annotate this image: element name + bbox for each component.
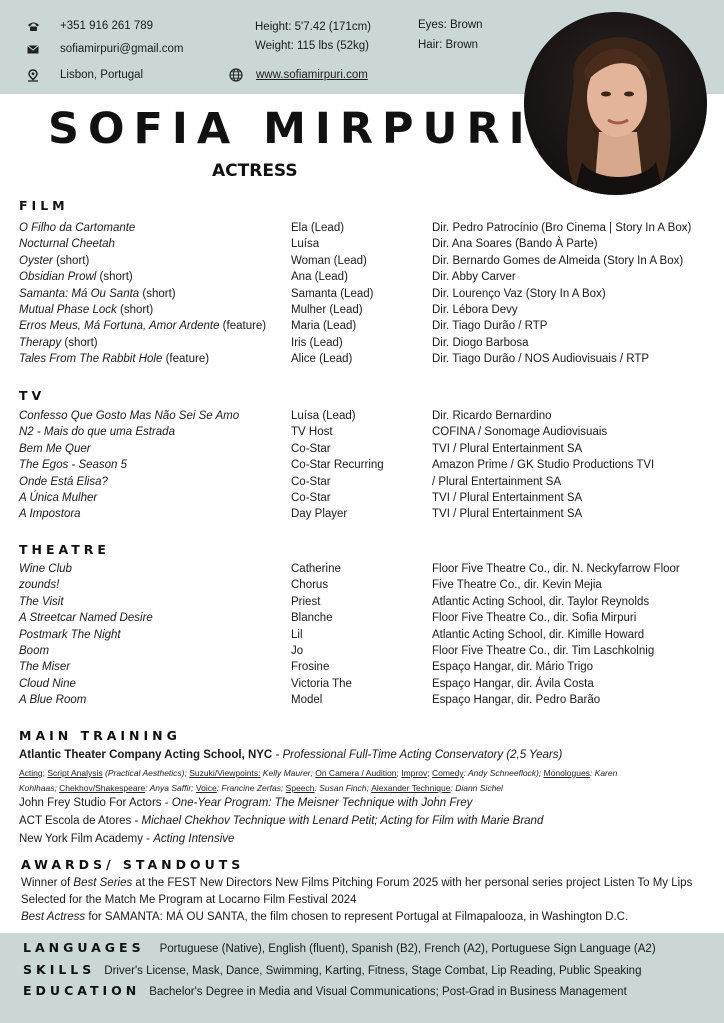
detail-improv: Improv xyxy=(401,768,428,778)
credit-production: Dir. Ana Soares (Bando À Parte) xyxy=(432,238,598,251)
contact-email xyxy=(25,42,184,56)
detail-sichel: : Diann Sichel xyxy=(450,783,503,793)
detail-karen: : Karen xyxy=(589,768,618,778)
training-atlantic xyxy=(19,749,562,761)
credit-production: Espaço Hangar, dir. Pedro Barão xyxy=(432,694,601,707)
credit-production: Espaço Hangar, dir. Ávila Costa xyxy=(432,677,594,690)
credit-title xyxy=(19,627,121,643)
credit-role: Co-Star Recurring xyxy=(291,459,384,472)
detail-saffir: : Anya Saffir; xyxy=(145,783,196,793)
credit-production: Five Theatre Co., dir. Kevin Mejia xyxy=(432,579,602,592)
detail-comedy: Comedy xyxy=(431,768,464,778)
credit-title-text: Samanta: Má Ou Santa xyxy=(19,287,140,300)
award-1-em: Best Series xyxy=(73,877,133,889)
detail-speech: Speech xyxy=(285,783,315,793)
credit-role: Jo xyxy=(291,645,304,657)
credit-title-text: O Filho da Cartomante xyxy=(19,222,136,234)
credit-production: Dir. Tiago Durão / NOS Audiovisuais / RTP xyxy=(432,353,650,366)
languages-value: Portuguese (Native), English (fluent), Spanish (B2), French (A2), Portuguese Sign Language (A2) xyxy=(159,943,656,955)
location-pin-icon xyxy=(25,68,41,82)
credit-title xyxy=(19,457,127,473)
credit-production: Floor Five Theatre Co., dir. N. Neckyfarrow Floor xyxy=(432,563,680,575)
credit-title xyxy=(19,643,49,659)
atlantic-sep: - xyxy=(272,749,283,761)
envelope-icon xyxy=(25,42,41,56)
credit-production: Floor Five Theatre Co., dir. Tim Laschkolnig xyxy=(432,645,655,657)
credit-title-text: The Egos - Season 5 xyxy=(19,459,128,472)
languages-label: LANGUAGES xyxy=(23,940,145,955)
credit-title xyxy=(19,561,72,577)
page-title: SOFIA MIRPURI xyxy=(48,104,534,154)
location-text: Lisbon, Portugal xyxy=(60,69,144,81)
credit-role: Catherine xyxy=(291,563,341,575)
credit-title xyxy=(19,441,91,457)
credit-title xyxy=(19,676,76,692)
contact-website[interactable] xyxy=(228,68,368,82)
credit-title-text: A Streetcar Named Desire xyxy=(19,612,153,625)
page-subtitle: ACTRESS xyxy=(212,161,298,181)
credit-title-text: Bem Me Quer xyxy=(19,442,91,455)
detail-zerfas: : Francine Zerfas; xyxy=(216,783,286,793)
credit-title-text: Oyster xyxy=(19,254,53,267)
credit-title xyxy=(19,351,209,367)
nyfa-program: Acting Intensive xyxy=(153,833,235,845)
atlantic-school: Atlantic Theater Company Acting School, NYC xyxy=(19,749,273,761)
skills-row xyxy=(23,962,641,977)
detail-suzuki: Suzuki/Viewpoints: xyxy=(189,768,261,778)
atlantic-details-2 xyxy=(19,783,503,793)
credit-production: Amazon Prime / GK Studio Productions TVI xyxy=(432,459,655,472)
credit-title xyxy=(19,424,175,440)
credit-role: Frosine xyxy=(291,661,330,674)
credit-title-text: Onde Está Elisa? xyxy=(19,475,108,488)
skills-value: Driver's License, Mask, Dance, Swimming, Karting, Fitness, Stage Combat, Lip Reading, Public Speaking xyxy=(104,965,642,977)
section-title-tv: TV xyxy=(19,388,46,403)
detail-sep: ; xyxy=(42,768,48,778)
credit-title-text: Boom xyxy=(19,645,50,657)
award-1-pre: Winner of xyxy=(21,877,74,889)
credit-role: TV Host xyxy=(291,426,333,439)
languages-row xyxy=(23,940,656,955)
detail-monologues: Monologues xyxy=(543,768,590,778)
credit-role: Co-Star xyxy=(291,475,331,488)
credit-role: Day Player xyxy=(291,508,348,521)
atlantic-program: Professional Full-Time Acting Conservatory (2,5 Years) xyxy=(282,749,563,761)
credit-format-note: (short) xyxy=(96,271,133,284)
credit-production: Atlantic Acting School, dir. Taylor Reynolds xyxy=(432,595,650,608)
detail-finch: : Susan Finch; xyxy=(314,783,372,793)
credit-role: Luísa (Lead) xyxy=(291,410,356,422)
credit-title xyxy=(19,302,153,318)
credit-production: Dir. Pedro Patrocínio (Bro Cinema | Story In A Box) xyxy=(432,222,692,234)
credit-role: Blanche xyxy=(291,612,333,625)
credit-production: Dir. Lébora Devy xyxy=(432,304,518,316)
award-1 xyxy=(21,877,692,889)
detail-acting: Acting xyxy=(19,768,43,778)
detail-maurer: Kelly Maurer; xyxy=(260,768,316,778)
credit-title xyxy=(19,236,115,252)
detail-script-analysis: Script Analysis xyxy=(47,768,103,778)
credit-role: Priest xyxy=(291,595,321,608)
credit-production: Atlantic Acting School, dir. Kimille Howard xyxy=(432,628,645,641)
credit-title-text: Cloud Nine xyxy=(19,677,76,690)
training-frey xyxy=(19,797,472,809)
credit-production: Espaço Hangar, dir. Mário Trigo xyxy=(432,661,594,674)
credit-production: Dir. Abby Carver xyxy=(432,271,516,284)
credit-role: Lil xyxy=(291,628,303,641)
credit-role: Victoria The xyxy=(291,677,352,690)
credit-title-text: Wine Club xyxy=(19,563,72,575)
credit-format-note: (short) xyxy=(52,254,90,267)
detail-kohlhaas: Kohlhaas; xyxy=(19,783,60,793)
detail-schneeflock: : Andy Schneeflock); xyxy=(463,768,544,778)
contact-location xyxy=(25,68,143,82)
credit-production: Floor Five Theatre Co., dir. Sofia Mirpuri xyxy=(432,612,637,625)
section-title-awards: AWARDS/ STANDOUTS xyxy=(21,857,245,872)
credit-title xyxy=(19,335,98,351)
weight-text: Weight: 115 lbs (52kg) xyxy=(255,40,369,52)
credit-title xyxy=(19,220,135,236)
credit-title xyxy=(19,490,97,506)
credit-production: TVI / Plural Entertainment SA xyxy=(432,492,583,504)
frey-program: One-Year Program: The Meisner Technique with John Frey xyxy=(171,797,473,809)
award-3-em: Best Actress xyxy=(21,911,86,923)
detail-practical: (Practical Aesthetics); xyxy=(102,768,190,778)
detail-sep: ; xyxy=(427,768,432,778)
credit-role: Model xyxy=(291,694,323,707)
detail-alexander: Alexander Technique xyxy=(371,783,451,793)
credit-role: Chorus xyxy=(291,579,329,592)
credit-title xyxy=(19,286,176,302)
training-nyfa xyxy=(19,833,234,845)
credit-role: Co-Star xyxy=(291,442,331,455)
credit-title-text: The Miser xyxy=(19,661,71,674)
training-act xyxy=(19,815,543,827)
detail-on-camera: On Camera / Audition xyxy=(315,768,397,778)
education-label: EDUCATION xyxy=(23,983,141,998)
credit-role: Iris (Lead) xyxy=(291,336,343,349)
credit-title xyxy=(19,577,59,593)
frey-school: John Frey Studio For Actors - xyxy=(19,797,172,809)
credit-title xyxy=(19,594,64,610)
credit-title xyxy=(19,692,86,708)
credit-title-text: A Impostora xyxy=(19,508,81,521)
act-school: ACT Escola de Atores - xyxy=(19,815,142,827)
education-value: Bachelor's Degree in Media and Visual Communications; Post-Grad in Business Management xyxy=(149,986,627,998)
detail-chekhov-shakespeare: Chekhov/Shakespeare xyxy=(59,783,146,793)
phone-icon xyxy=(25,19,41,33)
credit-title xyxy=(19,659,70,675)
eyes-text: Eyes: Brown xyxy=(418,19,483,31)
act-program: Michael Chekhov Technique with Lenard Petit; Acting for Film with Marie Brand xyxy=(141,815,544,827)
credit-title-text: The Visit xyxy=(19,595,64,608)
credit-role: Mulher (Lead) xyxy=(291,304,363,316)
credit-production: Dir. Diogo Barbosa xyxy=(432,336,529,349)
email-text: sofiamirpuri@gmail.com xyxy=(60,43,184,55)
credit-production: TVI / Plural Entertainment SA xyxy=(432,508,583,521)
section-title-film: FILM xyxy=(19,198,69,213)
credit-title-text: Postmark The Night xyxy=(19,628,121,641)
detail-voice: Voice xyxy=(195,783,217,793)
credit-production: Dir. Bernardo Gomes de Almeida (Story In A Box) xyxy=(432,254,684,267)
credit-role: Samanta (Lead) xyxy=(291,287,374,300)
height-text: Height: 5'7.42 (171cm) xyxy=(255,21,371,33)
skills-label: SKILLS xyxy=(23,962,96,977)
website-link[interactable]: www.sofiamirpuri.com xyxy=(256,69,368,81)
contact-phone xyxy=(25,19,153,33)
credit-format-note: (short) xyxy=(61,336,98,349)
section-title-theatre: THEATRE xyxy=(19,542,110,557)
credit-role: Ela (Lead) xyxy=(291,222,345,234)
credit-role: Luísa xyxy=(291,238,320,251)
credit-role: Maria (Lead) xyxy=(291,320,357,333)
credit-role: Ana (Lead) xyxy=(291,271,348,284)
credit-format-note: (feature) xyxy=(219,320,267,333)
phone-text: +351 916 261 789 xyxy=(60,20,154,32)
credit-title xyxy=(19,408,239,424)
credit-format-note: (feature) xyxy=(162,353,210,366)
atlantic-details-1 xyxy=(19,768,617,778)
credit-role: Alice (Lead) xyxy=(291,353,353,366)
credit-format-note: (short) xyxy=(116,304,154,316)
credit-title xyxy=(19,610,153,626)
nyfa-school: New York Film Academy - xyxy=(19,833,154,845)
credit-format-note: (short) xyxy=(139,287,176,300)
credit-title-text: zounds! xyxy=(19,579,60,592)
award-3 xyxy=(21,911,628,923)
credit-title xyxy=(19,253,89,269)
credit-production: / Plural Entertainment SA xyxy=(432,475,562,488)
detail-sep: ; xyxy=(396,768,402,778)
credit-title-text: Nocturnal Cheetah xyxy=(19,238,115,251)
credit-title-text: Mutual Phase Lock xyxy=(19,304,117,316)
credit-title-text: Therapy xyxy=(19,336,62,349)
credit-production: Dir. Lourenço Vaz (Story In A Box) xyxy=(432,287,606,300)
credit-role: Woman (Lead) xyxy=(291,254,367,267)
credit-role: Co-Star xyxy=(291,492,331,504)
credit-title-text: Obsidian Prowl xyxy=(19,271,97,284)
credit-title-text: Tales From The Rabbit Hole xyxy=(19,353,163,366)
award-1-post: at the FEST New Directors New Films Pitching Forum 2025 with her personal series project Listen To My Lips xyxy=(132,877,693,889)
award-3-post: for SAMANTA: MÁ OU SANTA, the film chosen to represent Portugal at Filmapalooza, in Washington D.C. xyxy=(85,911,629,923)
education-row xyxy=(23,983,627,998)
credit-title-text: A Única Mulher xyxy=(19,492,98,504)
credit-title-text: Confesso Que Gosto Mas Não Sei Se Amo xyxy=(19,410,240,422)
credit-production: Dir. Ricardo Bernardino xyxy=(432,410,552,422)
credit-title-text: N2 - Mais do que uma Estrada xyxy=(19,426,175,439)
award-2: Selected for the Match Me Program at Locarno Film Festival 2024 xyxy=(21,894,357,906)
credit-production: TVI / Plural Entertainment SA xyxy=(432,442,583,455)
globe-icon xyxy=(228,68,244,82)
credit-title xyxy=(19,474,108,490)
credit-title xyxy=(19,269,133,285)
credit-production: Dir. Tiago Durão / RTP xyxy=(432,320,548,333)
credit-title-text: A Blue Room xyxy=(19,694,87,707)
credit-production: COFINA / Sonomage Audiovisuais xyxy=(432,426,608,439)
section-title-training: MAIN TRAINING xyxy=(19,728,181,743)
hair-text: Hair: Brown xyxy=(418,39,479,51)
headshot-photo xyxy=(524,12,707,195)
credit-title xyxy=(19,318,266,334)
credit-title xyxy=(19,506,81,522)
credit-title-text: Erros Meus, Má Fortuna, Amor Ardente xyxy=(19,320,220,333)
